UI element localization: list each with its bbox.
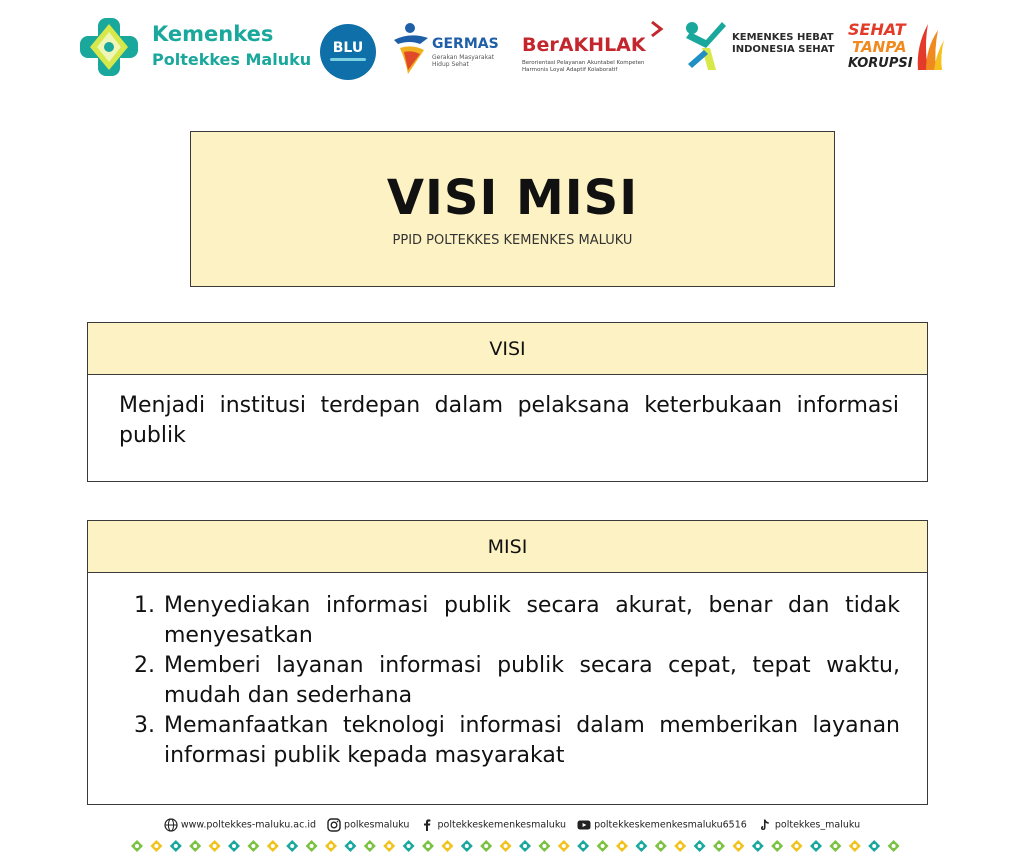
youtube-icon [577,818,591,832]
instagram-icon [327,818,341,832]
website-link[interactable] [164,818,316,832]
visi-heading: VISI [88,323,927,375]
tiktok-icon [758,818,772,832]
hebat-line1: KEMENKES HEBAT [732,32,834,43]
berakhlak-logo [522,20,667,80]
pattern-motif [306,840,318,852]
tiktok-text: poltekkes_maluku [774,819,861,831]
pattern-motif [286,840,298,852]
page-subtitle: PPID POLTEKKES KEMENKES MALUKU [392,233,633,248]
list-item-number: 3. [134,713,155,738]
sehat-tanpa-korupsi-logo [848,18,948,78]
facebook-link[interactable] [420,818,566,832]
pattern-motif [694,840,706,852]
pattern-motif [209,840,221,852]
flame-icon [914,20,944,72]
pattern-motif [635,840,647,852]
pattern-motif [888,840,900,852]
pattern-motif [771,840,783,852]
pattern-motif [403,840,415,852]
misi-section [87,520,928,805]
pattern-motif [131,840,143,852]
pattern-motif [325,840,337,852]
list-item-number: 2. [134,653,155,678]
kemenkes-hebat-logo [682,20,842,80]
germas-subtitle: Gerakan Masyarakat Hidup Sehat [432,54,494,68]
blu-underline [330,58,366,61]
list-item [134,651,900,711]
globe-icon [164,818,178,832]
instagram-text: polkesmaluku [344,819,410,831]
pattern-motif [344,840,356,852]
youtube-link[interactable] [577,818,747,832]
pattern-motif [558,840,570,852]
pattern-motif [500,840,512,852]
pattern-motif [597,840,609,852]
pattern-motif [849,840,861,852]
list-item-text: Menyediakan informasi publik secara akurat, benar dan tidak menyesatkan [164,593,900,648]
pattern-motif [364,840,376,852]
pattern-motif [422,840,434,852]
list-item-text: Memanfaatkan teknologi informasi dalam memberikan layanan informasi publik kepada masyarakat [164,713,900,768]
youtube-text: poltekkeskemenkesmaluku6516 [594,819,747,831]
logo-header [0,0,1024,100]
pattern-motif [247,840,259,852]
pattern-motif [228,840,240,852]
list-item [134,711,900,771]
pattern-motif [441,840,453,852]
pattern-motif [829,840,841,852]
title-banner [190,131,835,287]
blu-logo [320,24,376,80]
pattern-motif [480,840,492,852]
pattern-motif [674,840,686,852]
pattern-motif [791,840,803,852]
instagram-link[interactable] [327,818,409,832]
list-item [134,591,900,651]
decorative-pattern [128,838,904,854]
pattern-motif [519,840,531,852]
list-item-text: Memberi layanan informasi publik secara cepat, tepat waktu, mudah dan sederhana [164,653,900,708]
pattern-motif [538,840,550,852]
korupsi-line1: SEHAT [848,20,906,39]
misi-heading: MISI [88,521,927,573]
pattern-motif [577,840,589,852]
germas-logo [390,18,508,78]
hebat-figure-icon [682,20,730,72]
visi-text: Menjadi institusi terdepan dalam pelaksana keterbukaan informasi publik [119,393,899,448]
pattern-motif [461,840,473,852]
pattern-motif [868,840,880,852]
hebat-line2: INDONESIA SEHAT [732,44,835,55]
berakhlak-title: BerAKHLAK [522,34,646,56]
korupsi-line2: TANPA [852,38,907,56]
social-footer [0,818,1024,838]
facebook-icon [420,818,434,832]
misi-list [134,591,900,771]
list-item-number: 1. [134,593,155,618]
berakhlak-subtitle: Berorientasi Pelayanan Akuntabel Kompeten Harmonis Loyal Adaptif Kolaboratif [522,60,645,73]
pattern-motif [150,840,162,852]
poltekkes-name: Poltekkes Maluku [152,50,312,69]
chevron-right-icon [650,20,664,38]
kemenkes-logo [78,16,312,82]
pattern-motif [810,840,822,852]
page-title: VISI MISI [386,170,639,226]
website-text: www.poltekkes-maluku.ac.id [180,819,317,831]
germas-figure-icon [390,18,432,78]
facebook-text: poltekkeskemenkesmaluku [437,819,567,831]
pattern-motif [732,840,744,852]
pattern-motif [655,840,667,852]
pattern-motif [616,840,628,852]
pattern-motif [752,840,764,852]
hebat-text [732,32,834,56]
pattern-motif [383,840,395,852]
kemenkes-cross-icon [78,16,140,78]
kemenkes-name: Kemenkes [152,22,274,46]
pattern-motif [170,840,182,852]
tiktok-link[interactable] [758,818,860,832]
blu-logo-text: BLU [332,40,364,56]
korupsi-line3: KORUPSI [848,56,913,71]
pattern-motif [713,840,725,852]
pattern-motif [267,840,279,852]
visi-section [87,322,928,482]
pattern-motif [189,840,201,852]
germas-title: GERMAS [432,36,499,52]
